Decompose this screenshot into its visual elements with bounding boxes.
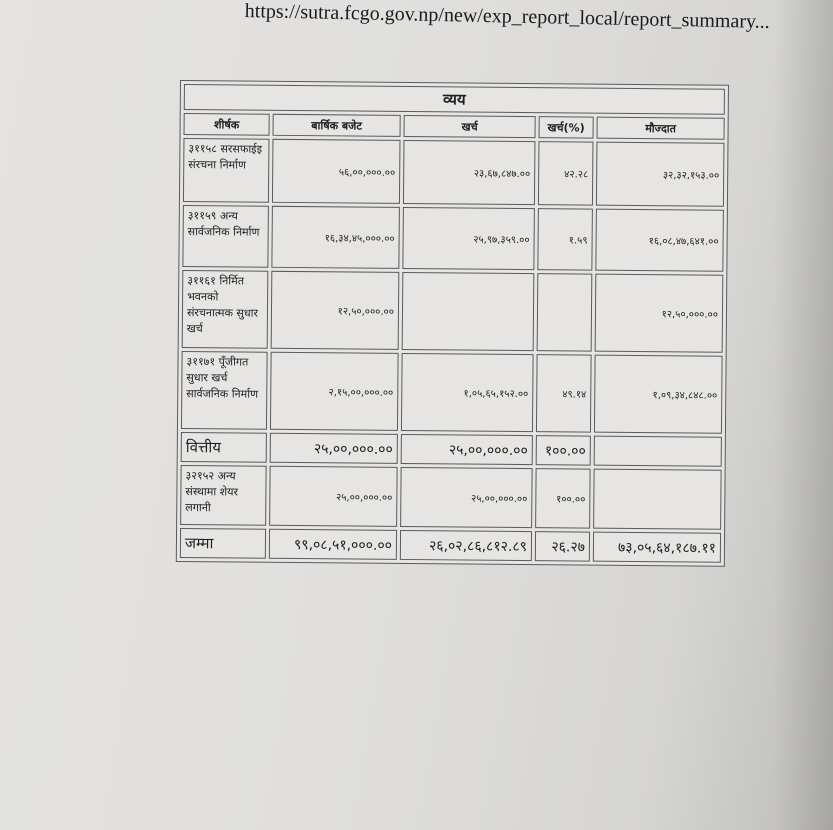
section-row-financial [181,432,722,467]
header-title: शीर्षक [184,113,270,136]
row-spent [402,272,535,351]
row-percent [537,273,593,351]
table-row [183,138,725,207]
expense-table [176,80,729,567]
report-url: https://sutra.fcgo.gov.np/new/exp_report_local/report_summary... [244,0,770,33]
row-balance [593,469,722,530]
row-title: ३११५८ सरसफाईइ संरचना निर्माण [183,138,270,203]
total-balance: ७३,०५,६४,१८७.११ [593,532,721,563]
table-row [180,465,722,530]
row-title: ३२१५२ अन्य संस्थामा शेयर लगानी [180,465,267,526]
row-balance: १,०९,३४,८४८.०० [594,355,723,434]
page-edge-shadow [773,0,833,830]
table-caption: व्यय [184,84,725,115]
row-spent: २५,००,०००.०० [400,467,533,528]
caption-row [184,84,725,115]
row-budget: २५,००,०००.०० [270,433,398,464]
header-budget: बार्षिक बजेट [273,114,401,137]
total-spent: २६,०२,८६,८१२.८९ [400,530,532,561]
row-budget: १६,३४,४५,०००.०० [271,206,400,269]
expense-table-container [176,80,729,567]
row-balance: १२,५०,०००.०० [595,274,724,353]
row-spent: २५,००,०००.०० [401,434,533,465]
row-balance: ३२,३२,१५३.०० [596,142,725,207]
row-balance: १६,०८,४७,६४१.०० [595,209,724,272]
table-row [182,205,724,272]
total-row [180,528,721,563]
row-budget: १२,५०,०००.०० [271,271,400,350]
row-title: ३११७१ पूँजीगत सुधार खर्च सार्वजनिक निर्माण [181,351,268,430]
table-row [182,270,724,353]
row-percent: ४९.१४ [536,354,592,432]
row-percent: १००.०० [535,468,591,528]
row-balance [594,436,722,467]
table-row [181,351,723,434]
row-spent: २३,६७,८४७.०० [403,140,536,205]
row-title: ३११६१ निर्मित भवनको संरचनात्मक सुधार खर्च [182,270,269,349]
row-percent: ४२.२८ [538,141,594,205]
row-budget: २५,००,०००.०० [269,466,398,527]
header-row [184,113,725,140]
header-spent: खर्च [404,115,536,138]
header-balance: मौज्दात [597,117,725,140]
total-percent: २६.२७ [535,531,590,561]
row-title: ३११५९ अन्य सार्वजनिक निर्माण [182,205,269,268]
row-budget: २,१५,००,०००.०० [270,352,399,431]
row-percent: १.५९ [537,208,593,270]
total-title: जम्मा [180,528,266,559]
total-budget: ९९,०८,५१,०००.०० [269,529,397,560]
header-percent: खर्च(%) [539,116,594,138]
row-spent: १,०५,६५,१५२.०० [401,353,534,432]
row-percent: १००.०० [536,435,591,465]
row-spent: २५,९७,३५९.०० [402,207,535,270]
row-budget: ५६,००,०००.०० [272,139,401,204]
row-title: वित्तीय [181,432,267,463]
